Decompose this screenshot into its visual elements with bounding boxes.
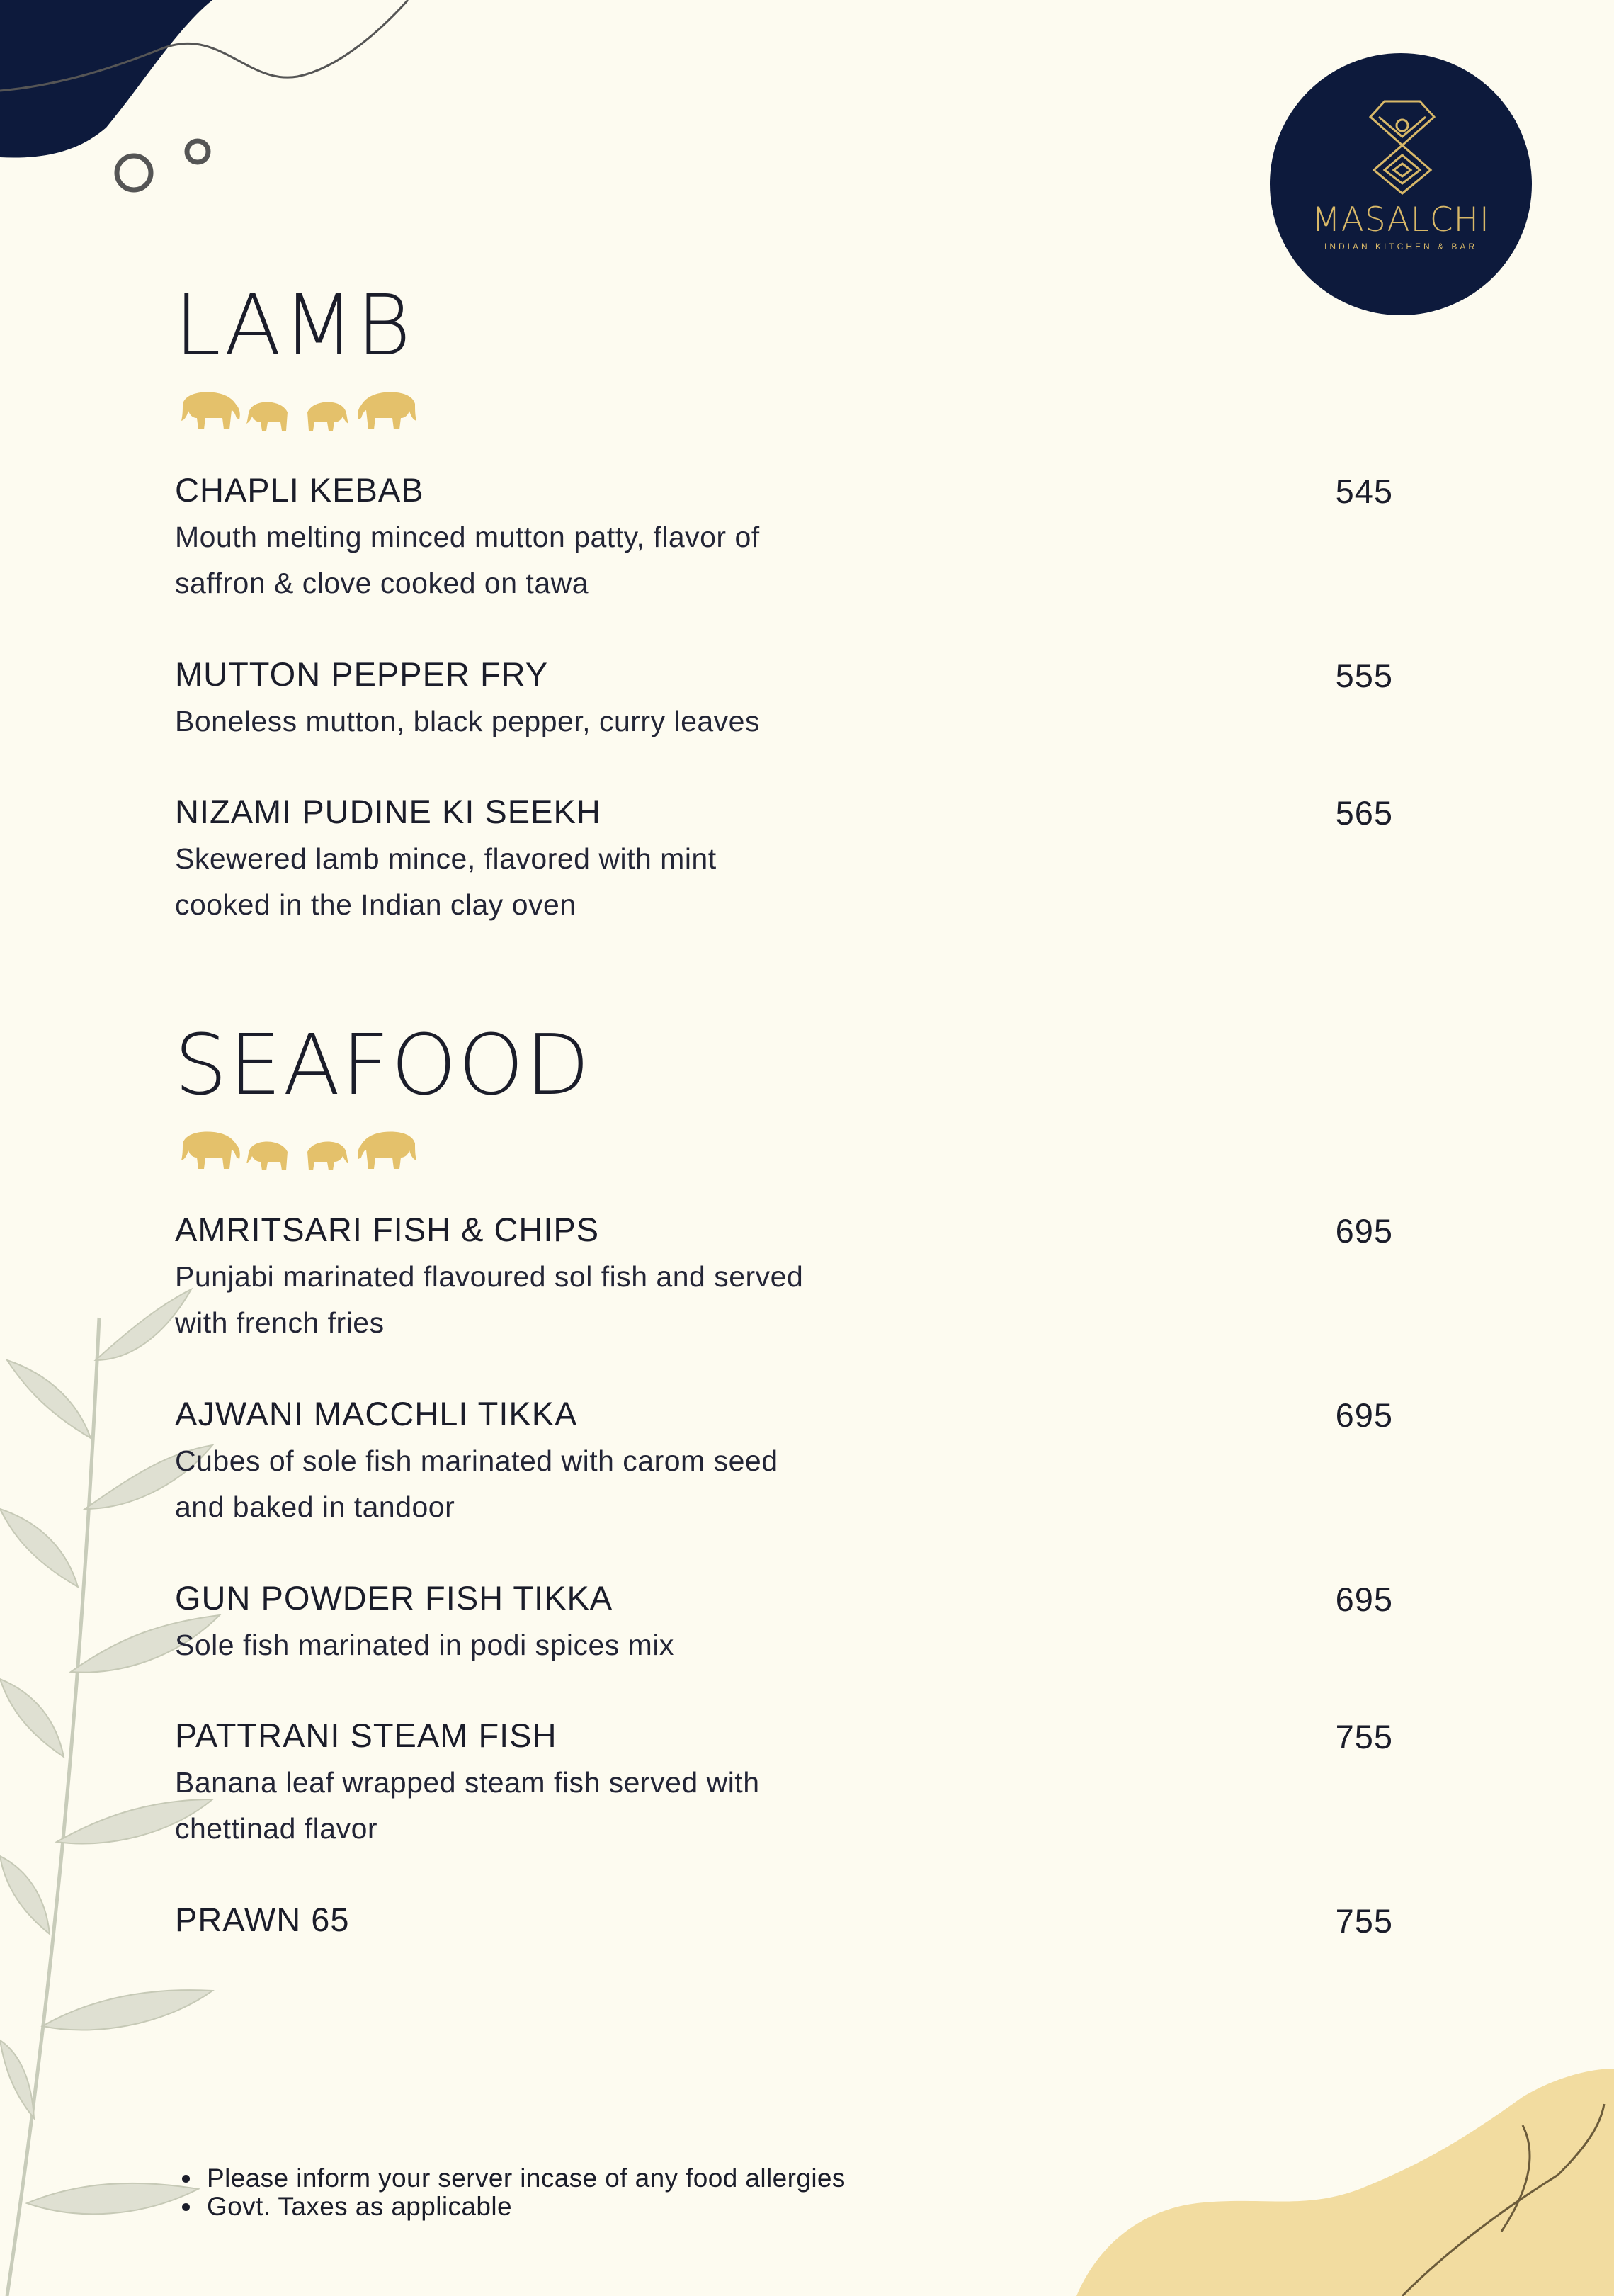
section-title-seafood: SEAFOOD — [174, 1016, 591, 1114]
item-price: 695 — [1335, 1580, 1393, 1618]
menu-item — [175, 470, 1393, 606]
menu-item — [175, 1394, 1393, 1530]
item-name: CHAPLI KEBAB — [175, 471, 424, 509]
item-name: GUN POWDER FISH TIKKA — [175, 1579, 613, 1617]
item-description: Boneless mutton, black pepper, curry leaves — [175, 705, 760, 737]
masalchi-emblem-icon — [1363, 96, 1441, 195]
menu-item — [175, 1900, 1393, 1940]
brand-name: MASALCHI — [1312, 200, 1490, 239]
menu-item — [175, 655, 1393, 745]
section-title-lamb: LAMB — [174, 276, 413, 374]
decorative-bottom-right-blob — [1076, 2069, 1614, 2296]
note-allergies: • Please inform your server incase of any food allergies — [203, 2164, 846, 2193]
item-description: Banana leaf wrapped steam fish served with chettinad flavor — [175, 1766, 760, 1845]
menu-item — [175, 1716, 1393, 1852]
brand-logo — [1270, 53, 1532, 315]
item-name: PATTRANI STEAM FISH — [175, 1717, 557, 1754]
menu-item — [175, 1210, 1393, 1346]
item-price: 755 — [1335, 1902, 1393, 1940]
note-taxes: • Govt. Taxes as applicable — [203, 2193, 846, 2221]
item-price: 565 — [1335, 794, 1393, 832]
item-price: 555 — [1335, 657, 1393, 694]
item-description: Mouth melting minced mutton patty, flavor of saffron & clove cooked on tawa — [175, 521, 760, 599]
item-name: AMRITSARI FISH & CHIPS — [175, 1211, 600, 1248]
item-description: Sole fish marinated in podi spices mix — [175, 1629, 674, 1661]
brand-tagline: INDIAN KITCHEN & BAR — [1324, 242, 1478, 251]
item-price: 755 — [1335, 1718, 1393, 1755]
decorative-top-left-blob — [0, 0, 439, 213]
item-price: 545 — [1335, 473, 1393, 510]
item-description: Skewered lamb mince, flavored with mint cooked in the Indian clay oven — [175, 842, 717, 921]
item-price: 695 — [1335, 1212, 1393, 1250]
footer-notes — [169, 2164, 846, 2221]
item-name: AJWANI MACCHLI TIKKA — [175, 1395, 578, 1432]
item-price: 695 — [1335, 1396, 1393, 1434]
elephants-divider-icon — [178, 1126, 419, 1176]
item-description: Punjabi marinated flavoured sol fish and served with french fries — [175, 1260, 804, 1339]
item-name: MUTTON PEPPER FRY — [175, 655, 549, 693]
item-description: Cubes of sole fish marinated with carom seed and baked in tandoor — [175, 1444, 778, 1523]
elephants-divider-icon — [178, 387, 419, 436]
item-name: PRAWN 65 — [175, 1901, 350, 1938]
item-name: NIZAMI PUDINE KI SEEKH — [175, 793, 601, 830]
menu-item — [175, 1578, 1393, 1668]
menu-item — [175, 792, 1393, 928]
